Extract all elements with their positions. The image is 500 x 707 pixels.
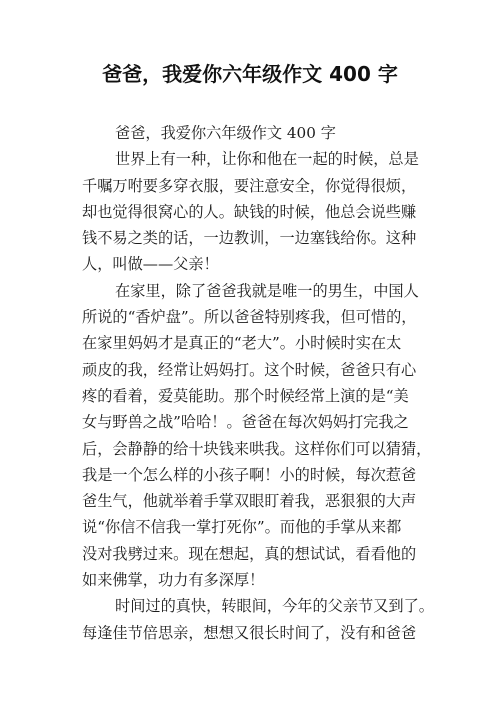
text-line: 女与野兽之战”哈哈！。爸爸在每次妈妈打完我之	[82, 413, 409, 432]
text-line: 每逢佳节倍思亲，想想又很长时间了，没有和爸爸	[82, 623, 417, 642]
text-line: 我是一个怎么样的小孩子啊！小的时候，每次惹爸	[82, 465, 417, 484]
text-line: 说“你信不信我一掌打死你”。而他的手掌从来都	[82, 518, 402, 537]
text-line: 顽皮的我，经常让妈妈打。这个时候，爸爸只有心	[82, 360, 417, 379]
text-line: 钱不易之类的话，一边教训，一边塞钱给你。这种	[82, 229, 417, 248]
text-line: 世界上有一种，让你和他在一起的时候，总是	[115, 150, 419, 169]
text-line: 疼的看着，爱莫能助。那个时候经常上演的是“美	[82, 386, 409, 405]
text-line: 人，叫做——父亲！	[82, 255, 219, 274]
text-line: 后，会静静的给十块钱来哄我。这样你们可以猜猜，	[82, 439, 432, 458]
text-line: 如来佛掌，功力有多深厚！	[82, 571, 265, 590]
text-line: 却也觉得很窝心的人。缺钱的时候，他总会说些赚	[82, 202, 417, 221]
text-line: 爸爸，我爱你六年级作文 400 字	[115, 124, 336, 142]
text-line: 在家里妈妈才是真正的“老大”。小时候时实在太	[82, 334, 402, 353]
text-line: 爸生气，他就举着手掌双眼盯着我，恶狠狠的大声	[82, 492, 417, 511]
text-line: 时间过的真快，转眼间，今年的父亲节又到了。	[115, 597, 434, 616]
page-title: 爸爸，我爱你六年级作文 400 字	[102, 62, 398, 86]
text-line: 在家里，除了爸爸我就是唯一的男生，中国人	[115, 281, 419, 300]
text-line: 千嘱万咐要多穿衣服，要注意安全，你觉得很烦，	[82, 176, 417, 195]
text-line: 没对我劈过来。现在想起，真的想试试，看看他的	[82, 544, 417, 563]
article-body	[82, 120, 434, 646]
text-line: 所说的“香炉盘”。所以爸爸特别疼我，但可惜的，	[82, 308, 417, 327]
